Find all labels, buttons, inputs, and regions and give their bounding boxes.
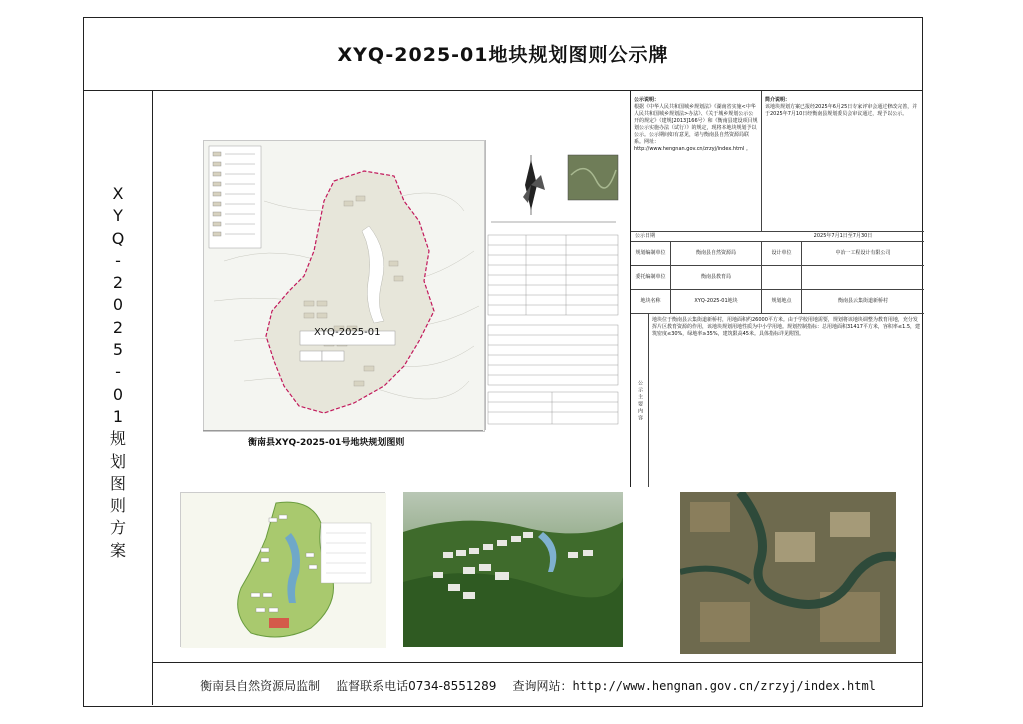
- info-value: [802, 266, 924, 289]
- side-char: Q: [111, 228, 125, 248]
- plan-legend: [205, 142, 265, 252]
- side-char: 1: [112, 406, 124, 426]
- announcement-heading: 公示说明：: [634, 97, 660, 103]
- plan-title: 衡南县XYQ-2025-01号地块规划图则: [203, 430, 483, 452]
- aerial-render-image: [403, 492, 623, 647]
- satellite-image: [680, 492, 896, 654]
- info-row: [631, 289, 924, 313]
- side-char: 0: [112, 384, 124, 404]
- side-label: [83, 183, 153, 562]
- brief-text: 该地块规划方案已报经2025年6月25日专家评审会通过修改完善，并于2025年7月10日经衡南县规划委员会审议通过，现予以公示。: [765, 104, 918, 117]
- info-label: 规划编制单位: [631, 242, 671, 265]
- period-row: [631, 231, 924, 241]
- info-row: [631, 241, 924, 265]
- brief-heading: 简介说明：: [765, 97, 791, 103]
- announcement-block: [631, 91, 762, 231]
- info-label: 地块名称: [631, 290, 671, 313]
- side-char: 则: [109, 496, 126, 516]
- info-label: [762, 266, 802, 289]
- side-char: 案: [109, 540, 126, 560]
- info-value: 中冶一工程设计有限公司: [835, 250, 891, 256]
- info-value: 衡南县云集街道新桥村: [837, 298, 888, 304]
- info-value: 衡南县自然资源局: [671, 242, 762, 265]
- side-char: 0: [112, 295, 124, 315]
- side-char: 划: [109, 451, 126, 471]
- site-plan-image: [180, 492, 385, 647]
- right-info-panel: [630, 91, 923, 487]
- side-char: Y: [113, 206, 123, 226]
- period-label: 公示日期: [635, 233, 656, 239]
- side-char: 5: [112, 340, 124, 360]
- announcement-text: 根据《中华人民共和国城乡规划法》《湖南省实施<中华人民共和国城乡规划法>办法》、《关于城乡规划公示公开的规定》（建规[2013]166号）和《衡南县建设项目规划公示实施办法（试行）》的规定，现将本地块规划予以公示。公示期间如有意见，请与衡南县自然资源局联系。网址：http://www.hengnan.gov.cn/zrzyj/index.html 。: [634, 104, 758, 152]
- side-char: 图: [109, 473, 126, 493]
- side-char: 2: [112, 273, 124, 293]
- footer-website[interactable]: 查询网站：http://www.hengnan.gov.cn/zrzyj/index.html: [512, 678, 876, 693]
- period-value: 2025年7月1日至7月30日: [813, 233, 873, 239]
- content-row: [631, 313, 924, 487]
- side-char: 方: [109, 518, 126, 538]
- info-label: 委托编制单位: [631, 266, 671, 289]
- page-title: XYQ-2025-01地块规划图则公示牌: [83, 17, 923, 91]
- side-column: [83, 91, 153, 705]
- footer-supervisor: 衡南县自然资源局监制: [200, 678, 321, 693]
- plot-label: XYQ-2025-01: [314, 327, 381, 338]
- info-label: 规划地点: [762, 290, 802, 313]
- info-label: 设计单位: [762, 242, 802, 265]
- side-char: 规: [109, 429, 126, 449]
- content-text: 地块位于衡南县云集街道新桥村，用地面积约26000平方米。由于学校用地需要，规划将该地块调整为教育用地，充分发挥片区教育资源的作用，该地块规划用地性质为中小学用地。规划控制指标：总用地面积31417平方米，容积率≤1.5，建筑密度≤30%，绿地率≥35%，建筑限高45米。具体指标详见附图。: [652, 317, 921, 337]
- side-char: X: [112, 184, 124, 203]
- info-row: [631, 265, 924, 289]
- content-label: 公示主要内容: [631, 314, 649, 487]
- brief-block: [762, 91, 924, 231]
- side-char: -: [115, 362, 121, 382]
- wind-rose-icon: [523, 155, 545, 215]
- info-value: 衡南县教育局: [671, 266, 762, 289]
- side-char: -: [115, 250, 121, 270]
- info-value: XYQ-2025-01地块: [671, 290, 762, 313]
- side-char: 2: [112, 317, 124, 337]
- plan-info-panel: [485, 140, 621, 430]
- footer-phone: 监督联系电话0734-8551289: [336, 678, 497, 693]
- footer-bar: [153, 663, 923, 707]
